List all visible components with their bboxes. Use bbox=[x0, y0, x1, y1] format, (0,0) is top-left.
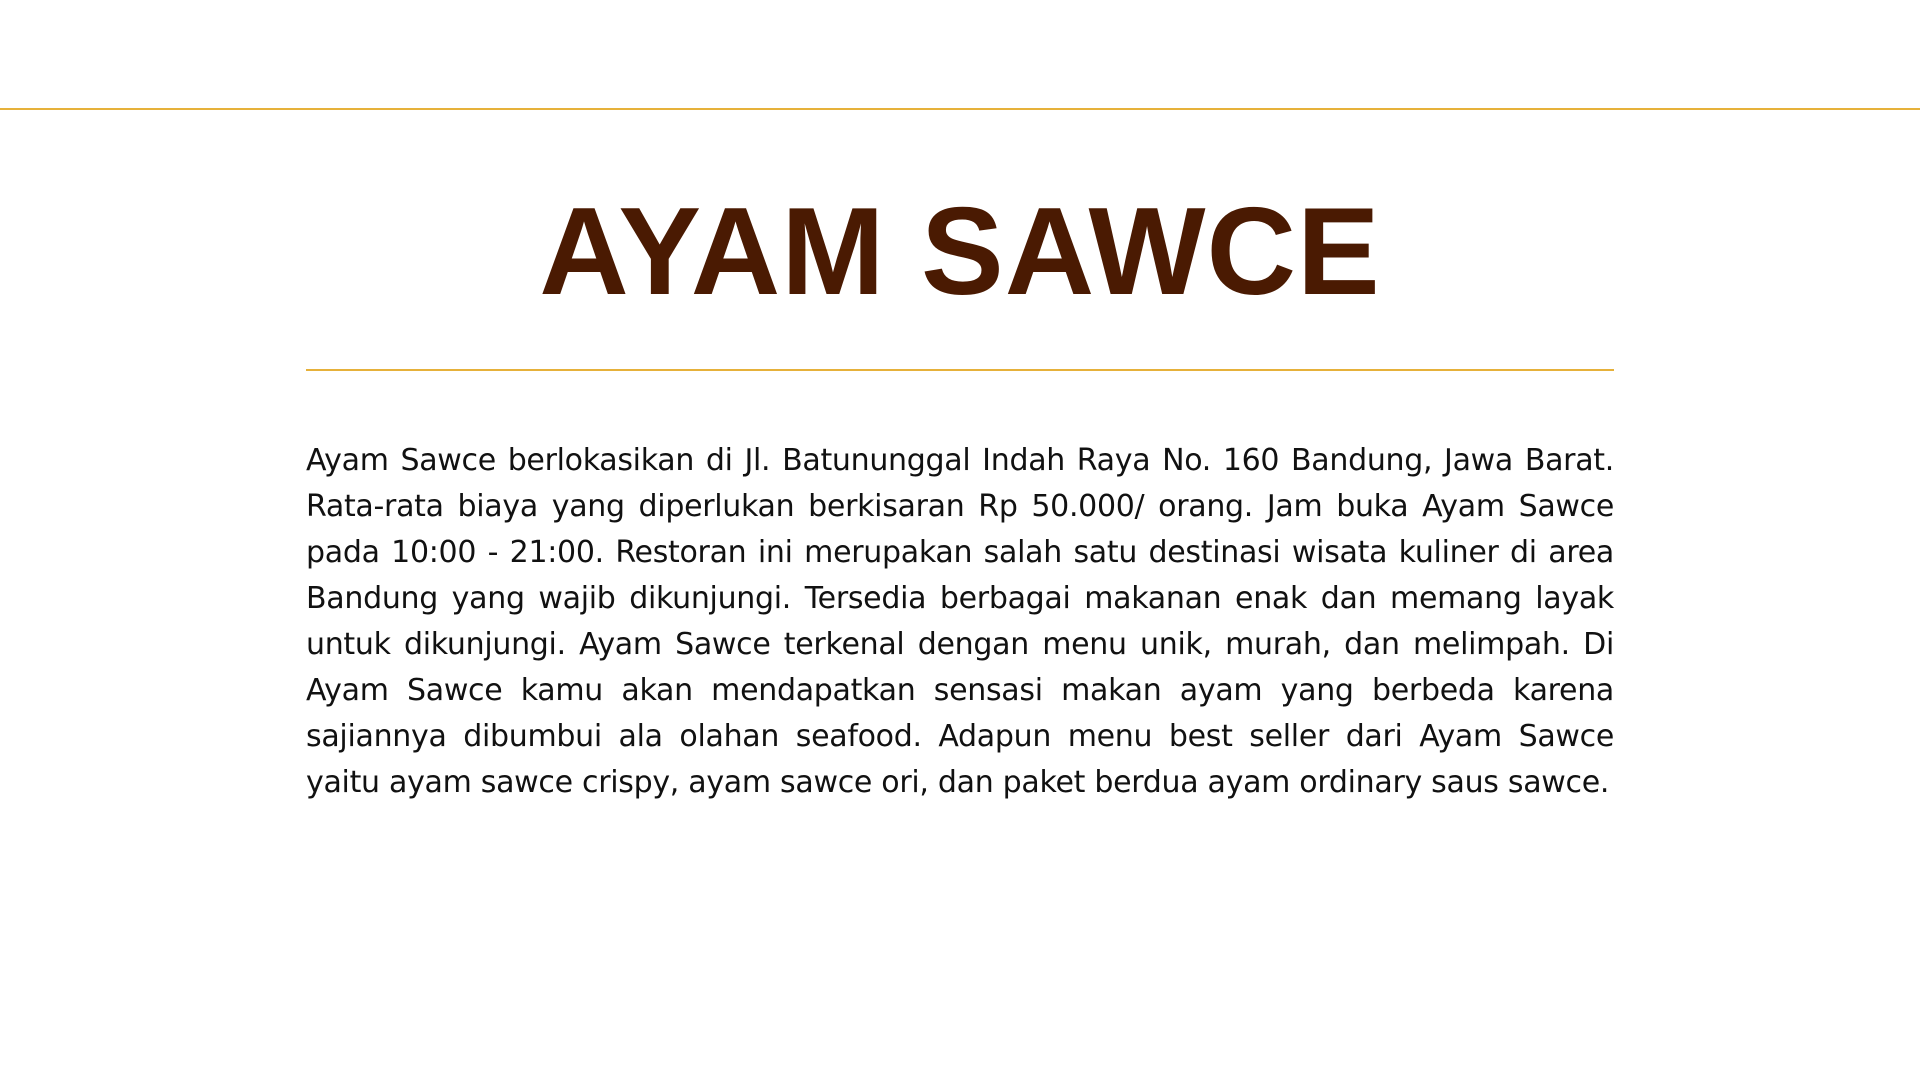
body-paragraph: Ayam Sawce berlokasikan di Jl. Batununggal Indah Raya No. 160 Bandung, Jawa Barat. Rata-rata biaya yang diperlukan berkisaran Rp 50.000/ orang. Jam buka Ayam Sawce pada 10:00 - 21:00. Restoran ini merupakan salah satu destinasi wisata kuliner di area Bandung yang wajib dikunjungi. Tersedia berbagai makanan enak dan memang layak untuk dikunjungi. Ayam Sawce terkenal dengan menu unik, murah, dan melimpah. Di Ayam Sawce kamu akan mendapatkan sensasi makan ayam yang berbeda karena sajiannya dibumbui ala olahan seafood. Adapun menu best seller dari Ayam Sawce yaitu ayam sawce crispy, ayam sawce ori, dan paket berdua ayam ordinary saus sawce. bbox=[306, 443, 1614, 800]
title-divider bbox=[306, 369, 1614, 371]
slide-title: AYAM SAWCE bbox=[539, 183, 1381, 321]
top-divider bbox=[0, 108, 1920, 110]
